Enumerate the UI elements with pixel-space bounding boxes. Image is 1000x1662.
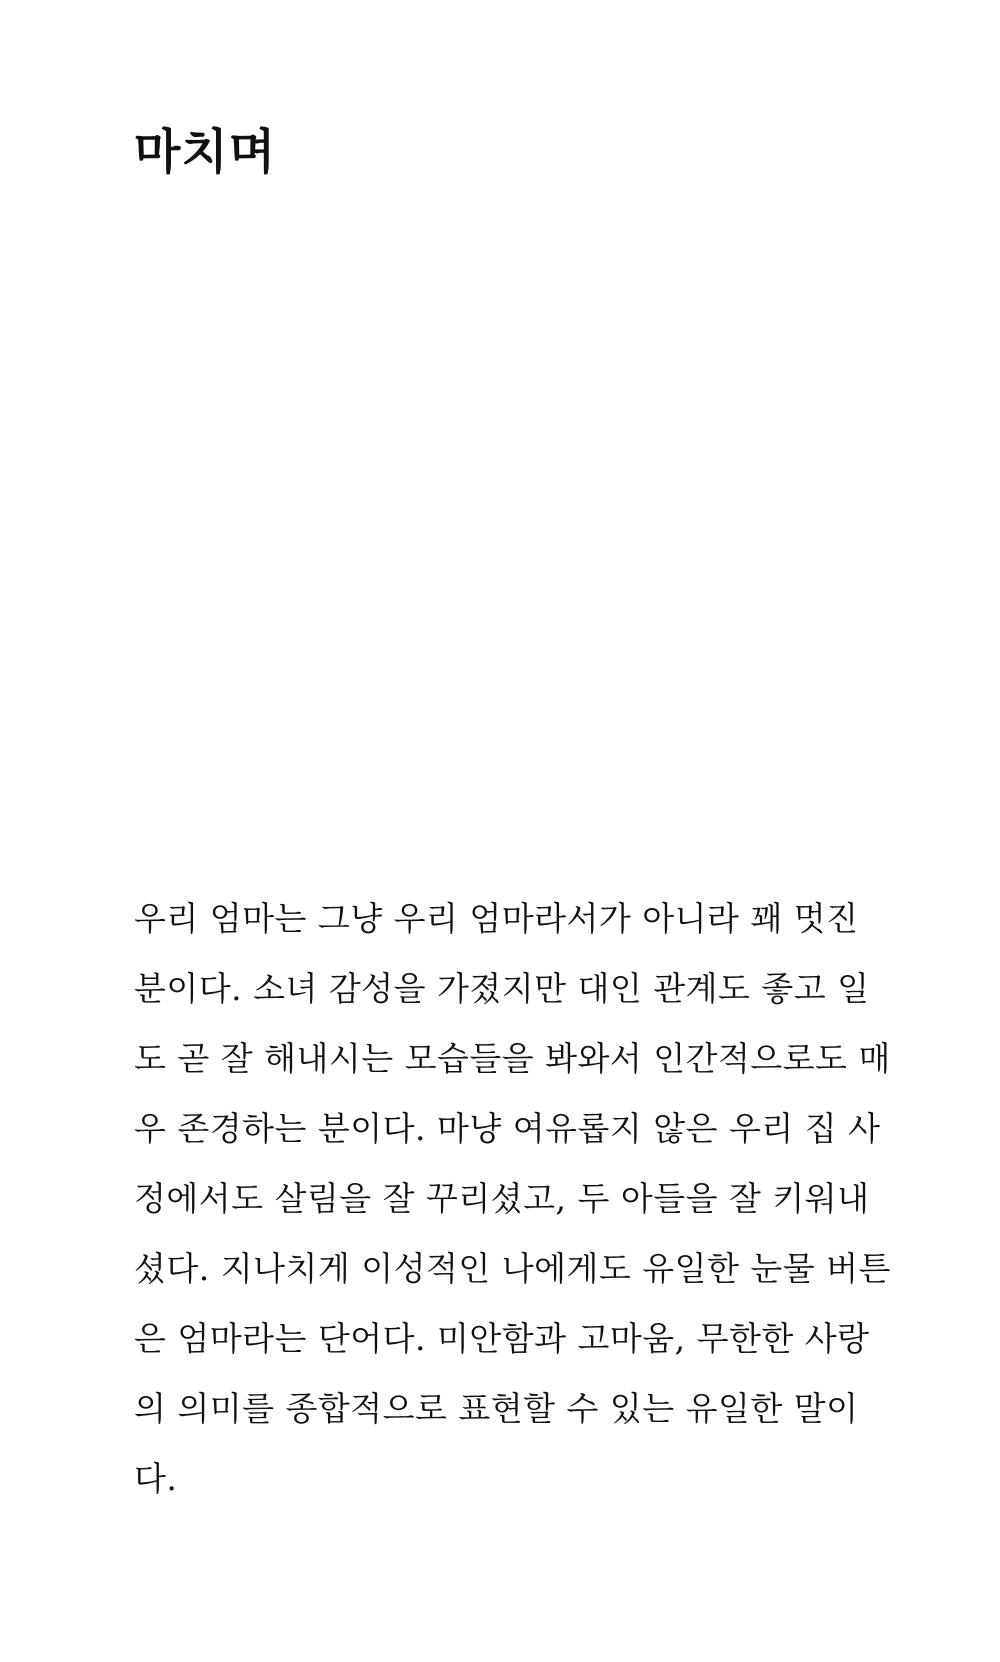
body-line-1: 우리 엄마는 그냥 우리 엄마라서가 아니라 꽤 멋진 (134, 899, 859, 938)
body-line-4: 우 존경하는 분이다. 마냥 여유롭지 않은 우리 집 사 (134, 1109, 881, 1148)
body-line-8: 의 의미를 종합적으로 표현할 수 있는 유일한 말이 (134, 1389, 859, 1428)
body-line-9: 다. (134, 1459, 178, 1498)
body-line-7: 은 엄마라는 단어다. 미안함과 고마움, 무한한 사랑 (134, 1319, 870, 1358)
page-title: 마치며 (134, 124, 277, 180)
body-line-3: 도 곧 잘 해내시는 모습들을 봐와서 인간적으로도 매 (134, 1039, 891, 1078)
body-paragraph (134, 884, 891, 1514)
body-line-6: 셨다. 지나치게 이성적인 나에게도 유일한 눈물 버튼 (134, 1249, 891, 1288)
body-line-5: 정에서도 살림을 잘 꾸리셨고, 두 아들을 잘 키워내 (134, 1179, 870, 1218)
body-line-2: 분이다. 소녀 감성을 가졌지만 대인 관계도 좋고 일 (134, 969, 870, 1008)
